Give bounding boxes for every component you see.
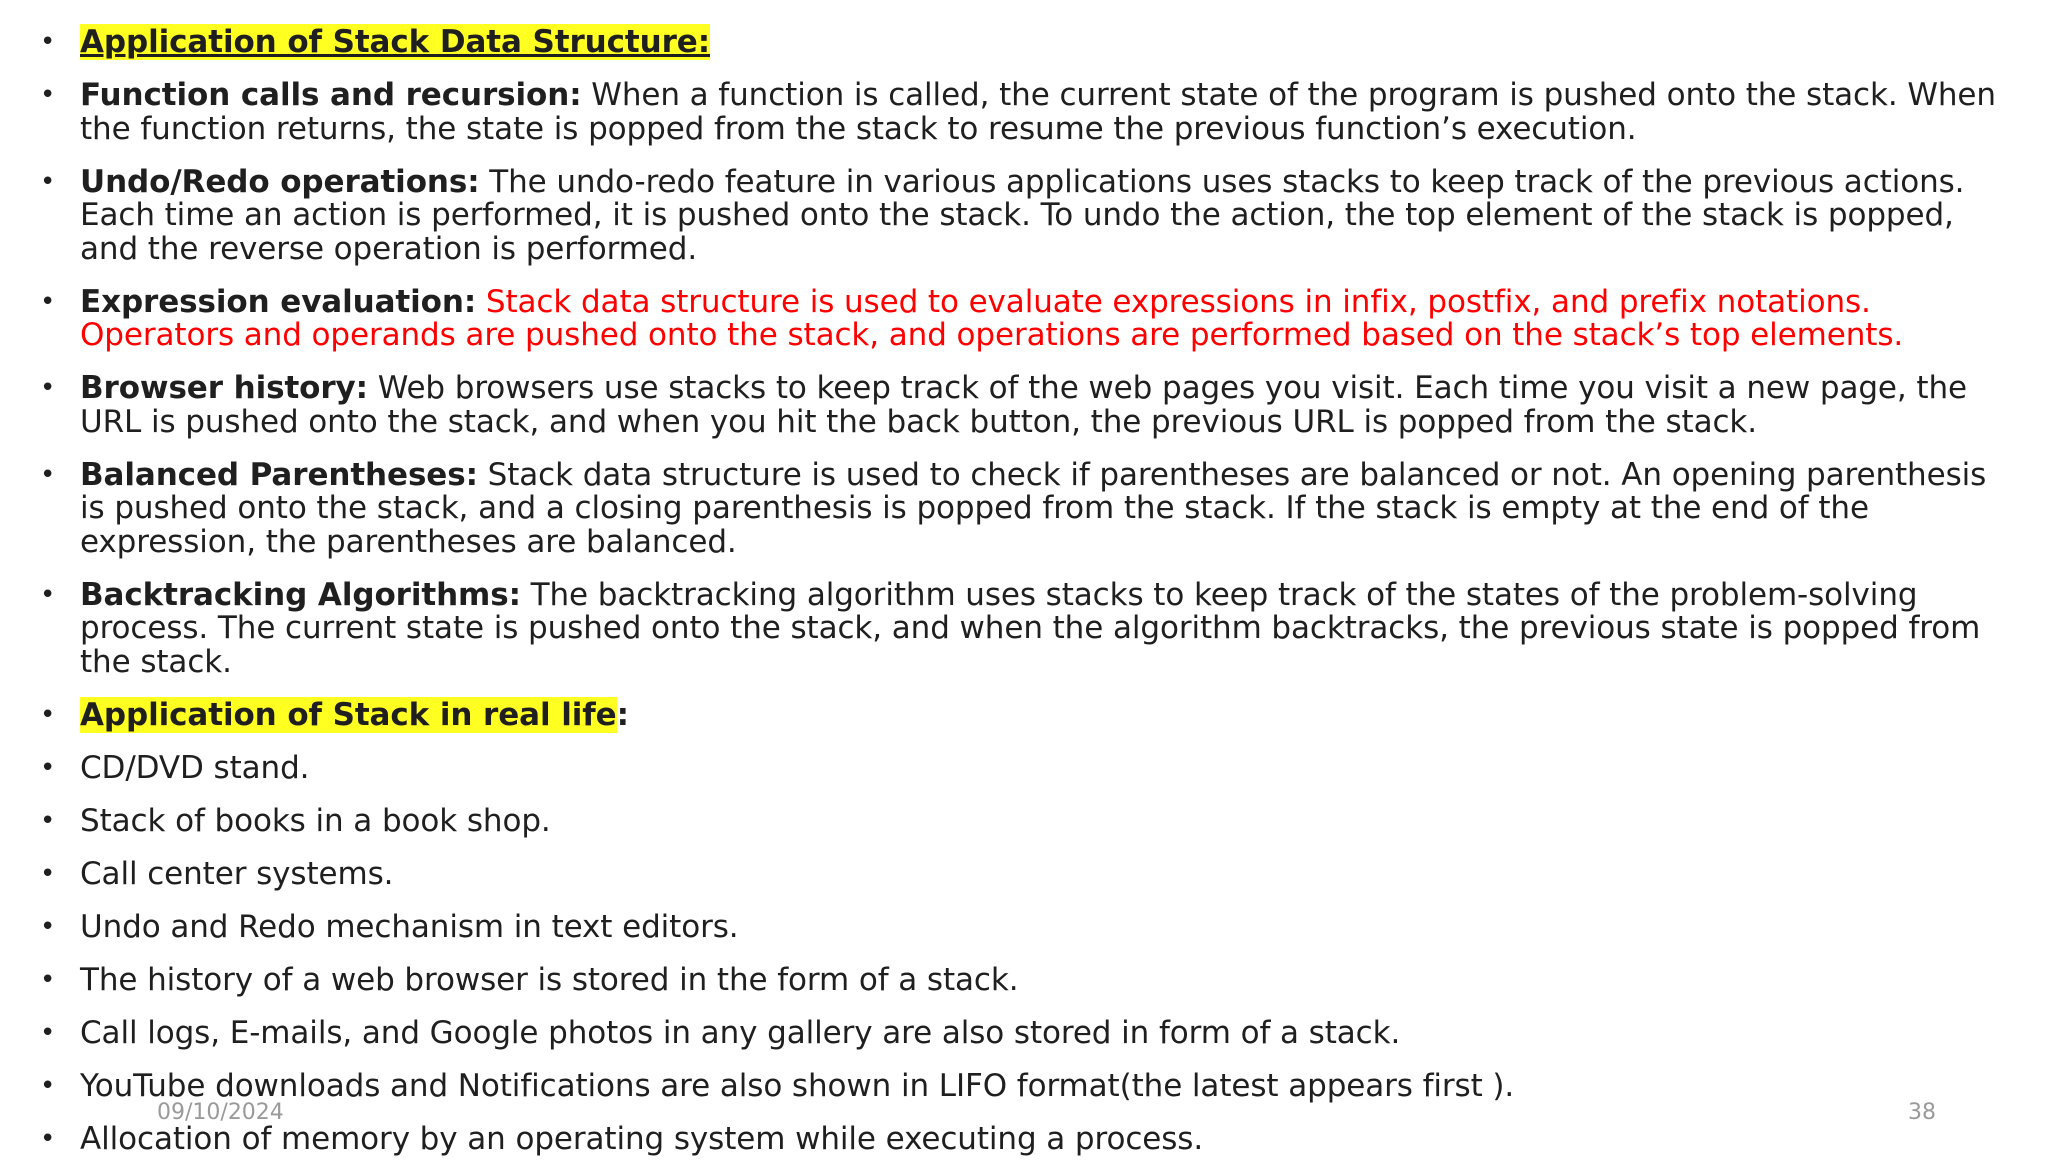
real-life-item: Call logs, E-mails, and Google photos in any gallery are also stored in form of a stack. [80,1014,1401,1051]
bullet-heading-stack-applications [40,26,2020,60]
real-life-item: Allocation of memory by an operating system while executing a process. [80,1120,1204,1157]
term-browser-history: Browser history: [80,370,368,406]
bullet-undo-redo [40,163,2020,267]
bullet-function-calls [40,79,2020,146]
term-function-calls: Function calls and recursion: [80,77,582,113]
desc-backtracking: The backtracking algorithm uses stacks to keep track of the states of the problem-solving process. The current state is pushed onto the stack, and when the algorithm backtracks, the previous state is popped from the stack. [80,576,1981,680]
bullet-heading-real-life [40,696,2020,733]
real-life-item: Stack of books in a book shop. [80,802,551,839]
heading-stack-applications: Application of Stack Data Structure: [80,24,711,60]
bullet-expression-evaluation [40,283,2020,353]
term-balanced-parentheses: Balanced Parentheses: [80,456,478,493]
term-undo-redo: Undo/Redo operations: [80,163,480,200]
desc-browser-history: Web browsers use stacks to keep track of the web pages you visit. Each time you visit a new page, the URL is pushed onto the stack, and when you hit the back button, the previous URL is popped from the stack. [80,370,1967,440]
real-life-item: CD/DVD stand. [80,749,310,786]
list-item [40,855,2020,892]
desc-undo-redo: The undo-redo feature in various applications uses stacks to keep track of the previous actions. Each time an action is performed, it is pushed onto the stack. To undo the action, the top element of the stack is popped, and the reverse operation is performed. [80,163,1965,267]
slide-number: 38 [1908,1100,1936,1125]
heading-real-life-colon: : [616,696,629,733]
list-item [40,802,2020,839]
real-life-item: The history of a web browser is stored in the form of a stack. [80,961,1019,998]
real-life-item: YouTube downloads and Notifications are also shown in LIFO format(the latest appears first ). [80,1067,1515,1104]
list-item [40,1120,2020,1157]
desc-function-calls: When a function is called, the current state of the program is pushed onto the stack. When the function returns, the state is popped from the stack to resume the previous function’s execution. [80,77,1996,147]
list-item [40,908,2020,945]
bullet-backtracking [40,576,2020,680]
term-expression-evaluation: Expression evaluation: [80,283,477,320]
bullet-browser-history [40,372,2020,439]
list-item [40,961,2020,998]
bullet-balanced-parentheses [40,456,2020,560]
desc-expression-evaluation: Stack data structure is used to evaluate expressions in infix, postfix, and prefix notations. Operators and operands are pushed onto the stack, and operations are performed based on the stack’s top elements. [80,283,1904,353]
real-life-item: Call center systems. [80,855,394,892]
list-item [40,1014,2020,1051]
list-item [40,749,2020,786]
footer-date: 09/10/2024 [157,1100,284,1125]
list-item [40,1067,2020,1104]
real-life-item: Undo and Redo mechanism in text editors. [80,908,739,945]
desc-balanced-parentheses: Stack data structure is used to check if parentheses are balanced or not. An opening parenthesis is pushed onto the stack, and a closing parenthesis is popped from the stack. If the stack is empty at the end of the expression, the parentheses are balanced. [80,456,1987,560]
term-backtracking: Backtracking Algorithms: [80,576,521,613]
bullet-list [40,26,2020,1176]
heading-real-life: Application of Stack in real life [80,696,617,733]
